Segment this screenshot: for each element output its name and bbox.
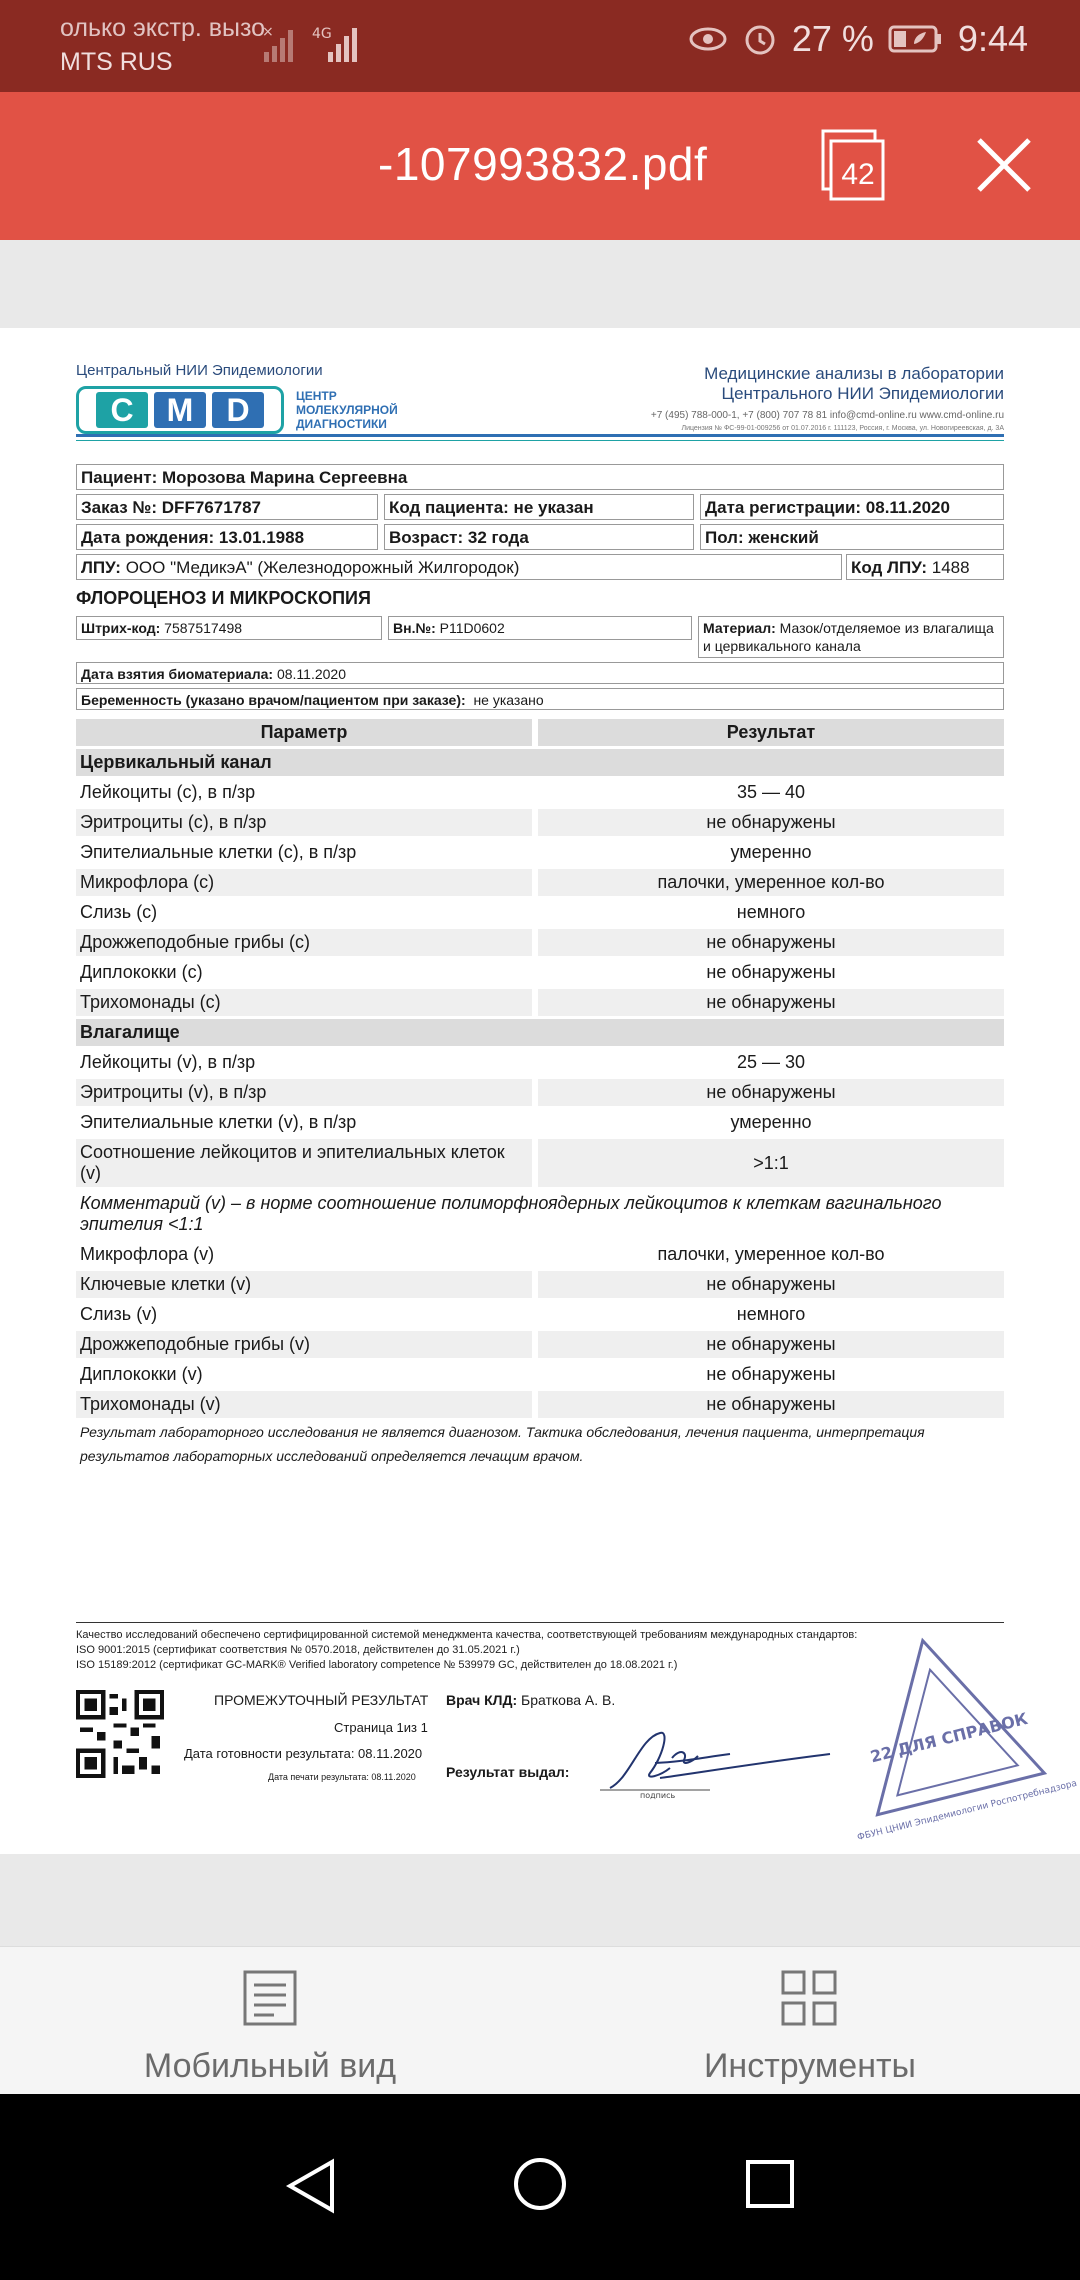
header-right <box>651 364 1004 432</box>
result-cell: >1:1 <box>538 1139 1004 1187</box>
carrier-line1: олько экстр. вызо <box>60 14 266 42</box>
svg-text:22 ДЛЯ СПРАВОК: 22 ДЛЯ СПРАВОК <box>868 1708 1030 1767</box>
lab-title-2: Центрального НИИ Эпидемиологии <box>721 384 1004 403</box>
file-title: -107993832.pdf <box>378 138 708 190</box>
group-title: Цервикальный канал <box>76 749 1004 776</box>
table-header <box>76 719 1004 746</box>
table-row <box>76 1301 1004 1328</box>
interim-label: ПРОМЕЖУТОЧНЫЙ РЕЗУЛЬТАТ <box>214 1692 429 1708</box>
signature <box>600 1718 840 1798</box>
comment-row <box>76 1190 1004 1238</box>
results-table <box>76 716 1004 1421</box>
result-cell: не обнаружены <box>538 1079 1004 1106</box>
registration-date: Дата регистрации: 08.11.2020 <box>700 494 1004 520</box>
parameter-cell: Эпителиальные клетки (с), в п/зр <box>80 842 357 862</box>
result-cell: не обнаружены <box>538 989 1004 1016</box>
table-row <box>76 869 1004 896</box>
carrier-line2: MTS RUS <box>60 48 173 76</box>
svg-text:ФБУН ЦНИИ Эпидемиологии Роспот: ФБУН ЦНИИ Эпидемиологии Роспотребнадзора <box>856 1778 1079 1844</box>
lab-title-1: Медицинские анализы в лаборатории <box>704 364 1004 383</box>
parameter-cell: Трихомонады (v) <box>76 1391 532 1418</box>
table-row <box>76 1079 1004 1106</box>
svg-text:×: × <box>262 24 274 40</box>
birth-date: Дата рождения: 13.01.1988 <box>76 524 378 550</box>
col-parameter: Параметр <box>76 719 532 746</box>
network-type: 4G <box>312 26 332 42</box>
table-row <box>76 1241 1004 1268</box>
pregnancy: Беременность (указано врачом/пациентом при заказе): не указано <box>76 688 1004 710</box>
result-cell: немного <box>736 1304 806 1324</box>
institute-name: Центральный НИИ Эпидемиологии <box>76 362 323 379</box>
age: Возраст: 32 года <box>384 524 694 550</box>
doctor: Врач КЛД: Браткова А. В. <box>446 1692 616 1708</box>
patient-name: Пациент: Морозова Марина Сергеевна <box>76 464 1004 490</box>
group-row <box>76 1019 1004 1046</box>
disclaimer: Результат лабораторного исследования не является диагнозом. Тактика обследования, лечения пациента, интерпретация результатов лабораторных исследований определяется лечащим врачом. <box>80 1424 925 1464</box>
signal-icon <box>262 24 310 64</box>
patient-code: Код пациента: не указан <box>384 494 694 520</box>
barcode: Штрих-код: 7587517498 <box>76 616 382 640</box>
bottom-toolbar <box>0 1946 1080 2094</box>
result-cell: палочки, умеренное кол-во <box>657 1244 885 1264</box>
battery-icon <box>888 24 944 54</box>
lpu: ЛПУ: ООО "МедикэА" (Железнодорожный Жилгородок) <box>76 554 842 580</box>
home-icon[interactable] <box>512 2156 568 2212</box>
result-cell: умеренно <box>730 1112 812 1132</box>
app-bar <box>0 92 1080 240</box>
page-count: 42 <box>841 158 875 191</box>
contacts: +7 (495) 788-000-1, +7 (800) 707 78 81 info@cmd-online.ru www.cmd-online.ru <box>650 410 1004 421</box>
close-icon[interactable] <box>975 136 1033 194</box>
table-row <box>76 1331 1004 1358</box>
result-cell: не обнаружены <box>538 1391 1004 1418</box>
table-row <box>76 809 1004 836</box>
svg-text:подпись: подпись <box>640 1791 676 1800</box>
print-date: Дата печати результата: 08.11.2020 <box>268 1772 416 1782</box>
tools-label: Инструменты <box>703 2047 916 2085</box>
license: Лицензия № ФС-99-01-009256 от 01.07.2016 г. 111123, Россия, г. Москва, ул. Новогиреевская, д. 3А <box>681 425 1004 432</box>
group-row <box>76 749 1004 776</box>
parameter-cell: Трихомонады (с) <box>76 989 532 1016</box>
result-cell: не обнаружены <box>538 809 1004 836</box>
order-number: Заказ №: DFF7671787 <box>76 494 378 520</box>
sample-date: Дата взятия биоматериала: 08.11.2020 <box>76 662 1004 684</box>
recents-icon[interactable] <box>744 2158 796 2210</box>
table-row <box>76 1361 1004 1388</box>
table-row <box>76 839 1004 866</box>
pdf-page[interactable] <box>0 328 1080 1854</box>
eye-icon <box>688 24 728 54</box>
result-cell: не обнаружены <box>706 1364 836 1384</box>
table-row <box>76 1139 1004 1187</box>
header-left <box>76 362 323 379</box>
logo-subtitle: ЦЕНТР МОЛЕКУЛЯРНОЙ ДИАГНОСТИКИ <box>296 389 398 431</box>
parameter-cell: Эпителиальные клетки (v), в п/зр <box>80 1112 357 1132</box>
cmd-logo: C M D ЦЕНТР МОЛЕКУЛЯРНОЙ ДИАГНОСТИКИ <box>76 386 406 434</box>
parameter-cell: Дрожжеподобные грибы (v) <box>76 1331 532 1358</box>
page-of: Страница 1из 1 <box>334 1720 428 1735</box>
parameter-cell: Микрофлора (v) <box>80 1244 215 1264</box>
lpu-code: Код ЛПУ: 1488 <box>846 554 1004 580</box>
result-cell: не обнаружены <box>538 929 1004 956</box>
result-cell: не обнаружены <box>706 962 836 982</box>
parameter-cell: Эритроциты (с), в п/зр <box>76 809 532 836</box>
battery-percent: 27 % <box>791 18 874 59</box>
parameter-cell: Лейкоциты (с), в п/зр <box>80 782 256 802</box>
quality-statement: Качество исследований обеспечено сертифицированной системой менеджмента качества, соответствующей требованиям международных стандартов: ISO 9001:2015 (сертификат соответствия № 0570.2018, действителен до 31.05.2021 г.) ISO 15189:2012 (сертификат GC-MARK® Verified laboratory competence № 539979 GC, действителен до 18.08.2021 г.) <box>76 1629 858 1671</box>
parameter-cell: Соотношение лейкоцитов и эпителиальных клеток (v) <box>76 1139 532 1187</box>
table-row <box>76 929 1004 956</box>
result-cell: умеренно <box>730 842 812 862</box>
parameter-cell: Эритроциты (v), в п/зр <box>76 1079 532 1106</box>
result-cell: не обнаружены <box>538 1331 1004 1358</box>
table-row <box>76 989 1004 1016</box>
parameter-cell: Диплококки (v) <box>80 1364 203 1384</box>
group-title: Влагалище <box>76 1019 1004 1046</box>
parameter-cell: Микрофлора (с) <box>76 869 532 896</box>
parameter-cell: Дрожжеподобные грибы (с) <box>76 929 532 956</box>
table-row <box>76 779 1004 806</box>
comment-text: Комментарий (v) – в норме соотношение полиморфноядерных лейкоцитов к клеткам вагинального эпителия <1:1 <box>76 1190 1004 1238</box>
back-icon[interactable] <box>282 2156 338 2216</box>
mobile-view-label: Мобильный вид <box>143 2047 397 2085</box>
parameter-cell: Слизь (с) <box>80 902 158 922</box>
lab-stamp <box>846 1624 1079 1844</box>
result-cell: палочки, умеренное кол-во <box>538 869 1004 896</box>
result-cell: 25 — 30 <box>736 1052 806 1072</box>
table-row <box>76 1109 1004 1136</box>
result-cell: 35 — 40 <box>736 782 806 802</box>
sex: Пол: женский <box>700 524 1004 550</box>
parameter-cell: Слизь (v) <box>80 1304 158 1324</box>
table-row <box>76 899 1004 926</box>
system-nav-bar <box>0 2094 1080 2280</box>
header-divider <box>76 434 1004 437</box>
alarm-icon <box>742 21 778 57</box>
material: Материал: Мазок/отделяемое из влагалища и цервикального канала <box>698 616 1004 658</box>
issued-label: Результат выдал: <box>446 1764 570 1780</box>
signal-4g-icon <box>312 24 368 64</box>
ready-date: Дата готовности результата: 08.11.2020 <box>184 1746 423 1761</box>
table-row <box>76 1049 1004 1076</box>
tools-grid-icon <box>780 1969 838 2027</box>
status-right <box>688 18 1028 60</box>
result-cell: не обнаружены <box>538 1271 1004 1298</box>
page-count-button[interactable] <box>820 128 886 204</box>
internal-number: Вн.№: P11D0602 <box>388 616 692 640</box>
table-row <box>76 1391 1004 1418</box>
col-result: Результат <box>538 719 1004 746</box>
table-row <box>76 1271 1004 1298</box>
parameter-cell: Ключевые клетки (v) <box>76 1271 532 1298</box>
status-bar <box>0 0 1080 92</box>
section-title: ФЛОРОЦЕНОЗ И МИКРОСКОПИЯ <box>76 588 371 608</box>
table-row <box>76 959 1004 986</box>
result-cell: немного <box>736 902 806 922</box>
mobile-view-icon <box>242 1969 298 2027</box>
parameter-cell: Лейкоциты (v), в п/зр <box>80 1052 256 1072</box>
footer-divider <box>76 1622 1004 1623</box>
qr-code <box>76 1690 164 1778</box>
clock: 9:44 <box>957 18 1028 59</box>
parameter-cell: Диплококки (с) <box>80 962 203 982</box>
